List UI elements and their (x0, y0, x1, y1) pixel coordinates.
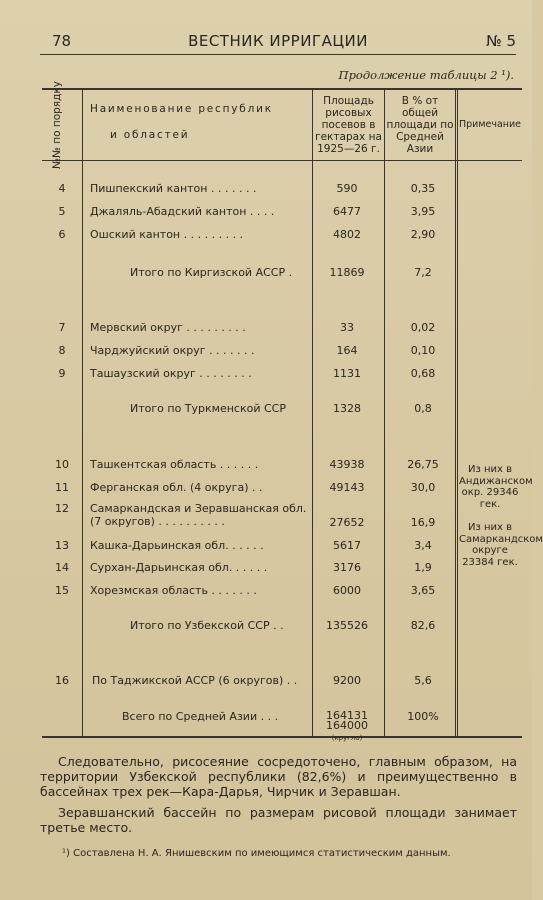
page-number: 78 (52, 32, 72, 50)
journal-title: ВЕСТНИК ИРРИГАЦИИ (188, 32, 368, 50)
running-header (40, 30, 516, 55)
paragraph-zeravshan: Зеравшанский бассейн по размерам рисовой площади занимает третье место. (40, 805, 517, 835)
col-header-number: №№ по порядку (51, 81, 63, 169)
issue-number: № 5 (486, 32, 516, 50)
col-header-area: Площадь рисовых посевов в гектарах на 1925—26 г. (315, 95, 382, 155)
col-header-note: Примечание (458, 119, 522, 130)
col-header-percent: В % от общей площади по Средней Азии (386, 95, 454, 155)
rounded-note: (кругло) (331, 734, 363, 742)
footnote: ¹) Составлена Н. А. Янишевским по имеющимся статистическим данным. (62, 848, 451, 859)
rice-area-table: №№ по порядку Наименование республик и областей Площадь рисовых посевов в гектарах на 1925—26 г. В % от общей площади по Средней Азии Примечание 4 Пишпекский кантон . . . . . . . 590 0,35 5 Джаляль-Абадский кантон . . . . 6477 3,95 6 Ошский кантон . . . . . . . . . 4802 2,90 Итого по Киргизской АССР . 11869 7,2 7 Мервский округ . . . . . . . . . 33 0,02 8 Чарджуйский округ . . . . . . . 164 0,10 9 Ташаузский округ . . . . . . . . 1131 0,68 Итого по Туркменской ССР 1328 0,8 10 Ташкентская область . . . . . . 43938 26,75 11 Ферганская обл. (4 округа) . . 49143 30,0 12 Самаркандская и Зеравшанская обл. (7 округов) . . . . . . . . . . 27652 16,9 13 Кашка-Дарьинская обл. . . . . . 5617 3,4 14 Сурхан-Дарьинская обл. . . . . . 3176 1,9 15 Хорезмская область . . . . . . . 6000 3,65 Итого по Узбекской ССР . . 135526 82,6 16 По Таджикской АССР (6 округов) . . 9200 5,6 Всего по Средней Азии . . . 164131 164000 100% (кругло) Из них в Андижанском окр. 29346 гек. Из них в Самаркандском округе 23384 гек. (42, 88, 522, 738)
col-header-name: Наименование республик и областей (90, 103, 273, 141)
table-continuation-label: Продолжение таблицы 2 ¹). (338, 68, 514, 82)
paragraph-conclusion: Следовательно, рисосеяние сосредоточено, главным образом, на территории Узбекской республики (82,6%) и преимущественно в бассейнах трех рек—Кара-Дарья, Чирчик и Зеравшан. (40, 754, 517, 799)
note-andijan: Из них в Андижанском окр. 29346 гек. (459, 464, 533, 510)
note-samarkand: Из них в Самаркандском округе 23384 гек. (459, 522, 543, 568)
